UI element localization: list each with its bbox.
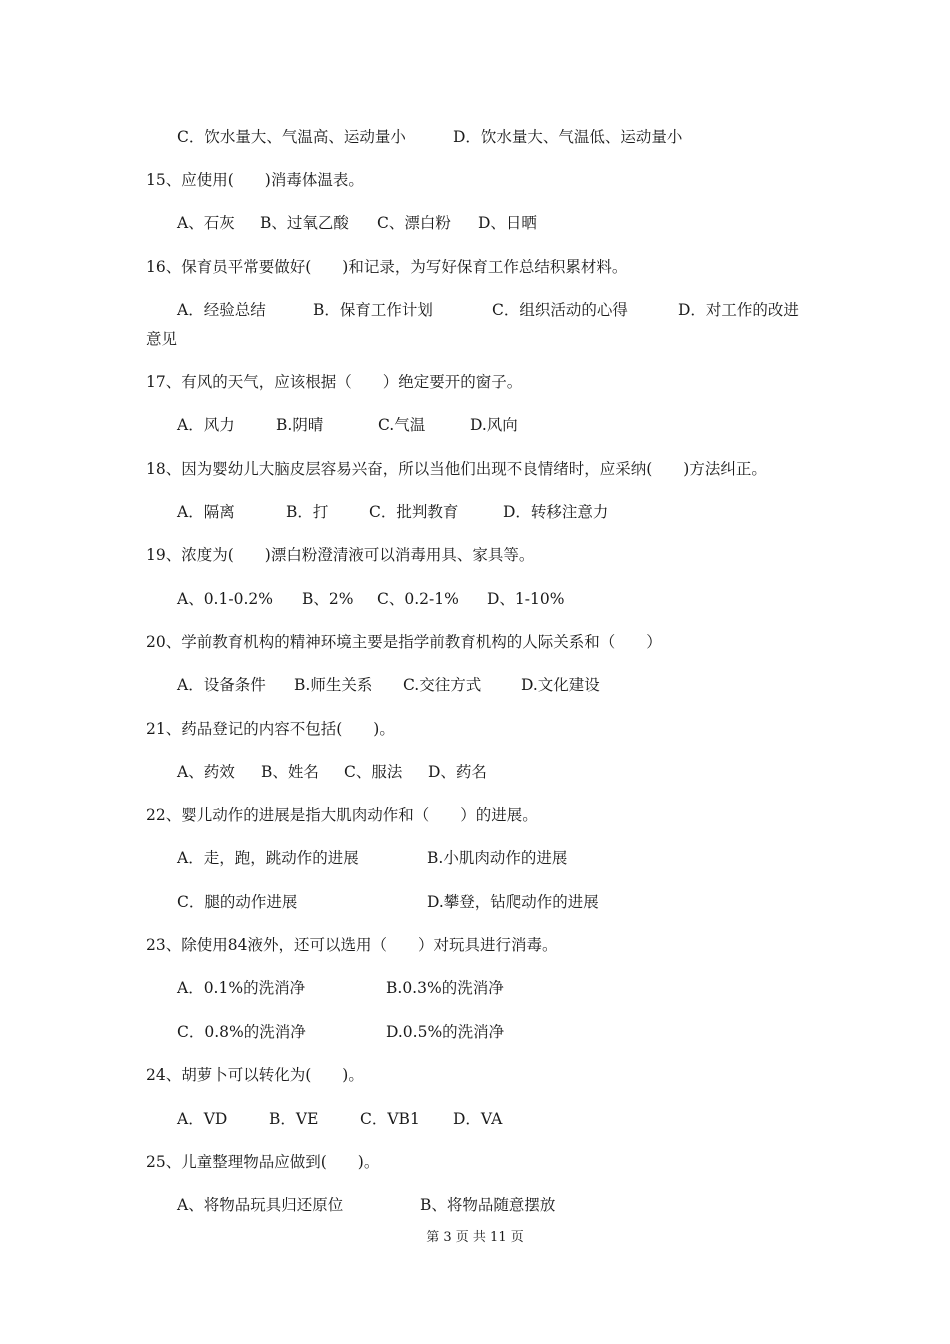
- question-text: 25、儿童整理物品应做到( )。: [146, 1153, 380, 1171]
- answer-option: B．打: [286, 503, 329, 521]
- answer-option: B、过氧乙酸: [260, 214, 349, 232]
- question-text: 18、因为婴幼儿大脑皮层容易兴奋，所以当他们出现不良情绪时，应采纳( )方法纠正。: [146, 460, 767, 478]
- answer-option: D、日晒: [478, 214, 537, 232]
- answer-option: A．设备条件: [177, 676, 266, 694]
- answer-option: D．饮水量大、气温低、运动量小: [453, 128, 683, 146]
- answer-option: C、0.2-1%: [377, 590, 459, 608]
- answer-option: B．VE: [269, 1110, 319, 1128]
- answer-option: A．VD: [177, 1110, 228, 1128]
- answer-option: C.交往方式: [403, 676, 482, 694]
- answer-option: A．0.1%的洗消净: [177, 979, 306, 997]
- option-continuation-text: 意见: [146, 330, 178, 348]
- answer-option: D、药名: [428, 763, 487, 781]
- answer-option: A、将物品玩具归还原位: [177, 1196, 344, 1214]
- answer-option: D、1-10%: [487, 590, 565, 608]
- question-text: 24、胡萝卜可以转化为( )。: [146, 1066, 364, 1084]
- question-text: 19、浓度为( )漂白粉澄清液可以消毒用具、家具等。: [146, 546, 535, 564]
- answer-option: A、0.1-0.2%: [177, 590, 273, 608]
- answer-option: D.文化建设: [521, 676, 600, 694]
- question-text: 17、有风的天气，应该根据（ ）绝定要开的窗子。: [146, 373, 523, 391]
- answer-option: B、姓名: [261, 763, 319, 781]
- answer-option: A．走，跑，跳动作的进展: [177, 849, 359, 867]
- answer-option: C．饮水量大、气温高、运动量小: [177, 128, 406, 146]
- answer-option: A．隔离: [177, 503, 235, 521]
- answer-option: A．风力: [177, 416, 235, 434]
- answer-option: B、2%: [302, 590, 354, 608]
- answer-option: D.攀登，钻爬动作的进展: [427, 893, 599, 911]
- answer-option: D．VA: [453, 1110, 503, 1128]
- answer-option: A、石灰: [177, 214, 235, 232]
- answer-option: B、将物品随意摆放: [420, 1196, 556, 1214]
- answer-option: C.气温: [378, 416, 426, 434]
- answer-option: D．对工作的改进: [678, 301, 799, 319]
- answer-option: D．转移注意力: [503, 503, 609, 521]
- answer-option: C．批判教育: [369, 503, 459, 521]
- answer-option: C、漂白粉: [377, 214, 451, 232]
- answer-option: C、服法: [344, 763, 403, 781]
- page-footer: 第 3 页 共 11 页: [426, 1230, 524, 1245]
- answer-option: D.风向: [470, 416, 518, 434]
- answer-option: C．组织活动的心得: [492, 301, 628, 319]
- answer-option: B．保育工作计划: [313, 301, 433, 319]
- question-text: 16、保育员平常要做好( )和记录，为写好保育工作总结积累材料。: [146, 258, 628, 276]
- answer-option: A、药效: [177, 763, 235, 781]
- answer-option: B.师生关系: [294, 676, 373, 694]
- answer-option: D.0.5%的洗消净: [386, 1023, 505, 1041]
- question-text: 15、应使用( )消毒体温表。: [146, 171, 364, 189]
- answer-option: C．VB1: [360, 1110, 420, 1128]
- answer-option: A．经验总结: [177, 301, 266, 319]
- answer-option: C．0.8%的洗消净: [177, 1023, 306, 1041]
- answer-option: C．腿的动作进展: [177, 893, 298, 911]
- question-text: 20、学前教育机构的精神环境主要是指学前教育机构的人际关系和（ ）: [146, 633, 662, 651]
- answer-option: B.小肌肉动作的进展: [427, 849, 568, 867]
- question-text: 23、除使用84液外，还可以选用（ ）对玩具进行消毒。: [146, 936, 558, 954]
- answer-option: B.0.3%的洗消净: [386, 979, 504, 997]
- answer-option: B.阴晴: [276, 416, 324, 434]
- question-text: 22、婴儿动作的进展是指大肌肉动作和（ ）的进展。: [146, 806, 538, 824]
- question-text: 21、药品登记的内容不包括( )。: [146, 720, 395, 738]
